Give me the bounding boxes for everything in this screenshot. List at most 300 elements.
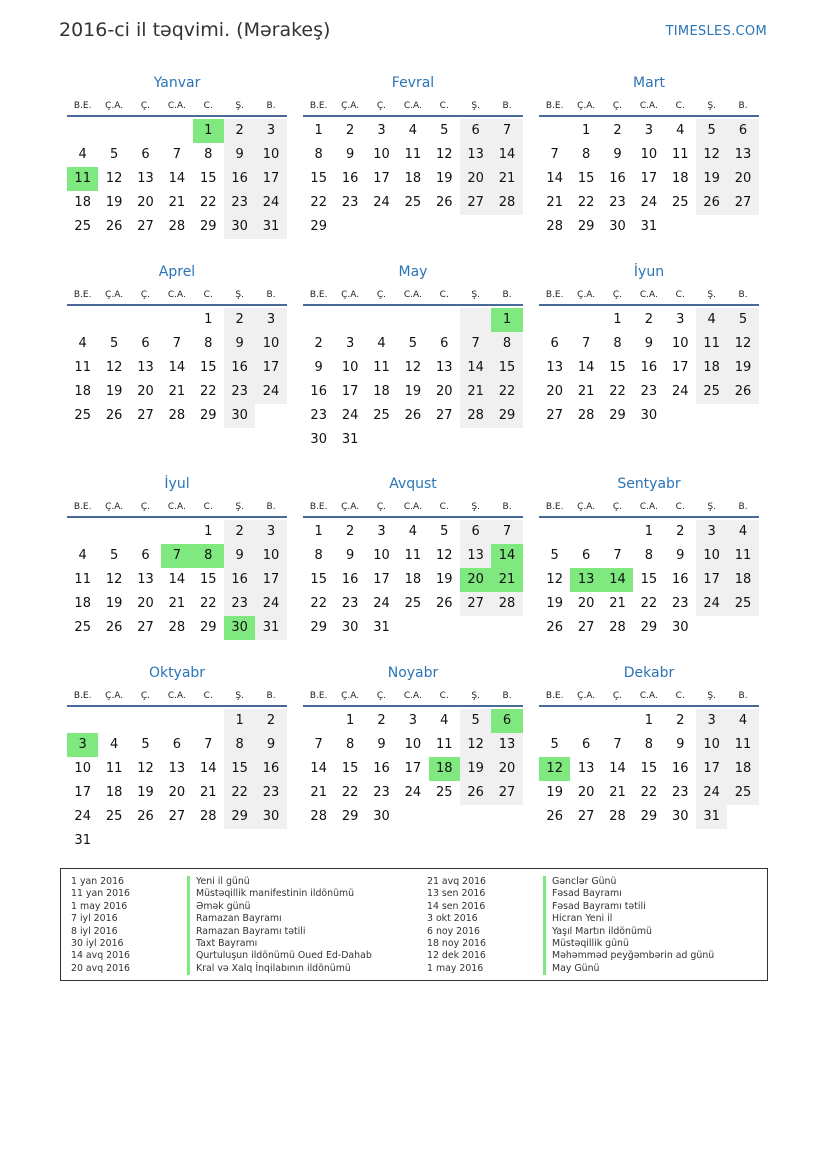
day-cell: 5 [408, 336, 417, 351]
day-cell: 28 [609, 620, 626, 635]
day-cell: 24 [373, 596, 390, 611]
day-cell: 6 [440, 336, 449, 351]
weekday-header [303, 685, 523, 707]
weekday-label: B.E. [73, 691, 92, 701]
day-cell: 14 [168, 171, 186, 186]
day-cell: 23 [224, 380, 255, 404]
day-cell: 23 [224, 191, 255, 215]
day-cell: 16 [640, 360, 658, 375]
day-cell: 21 [168, 384, 186, 399]
month-name: May [398, 264, 428, 280]
weekday-label: C. [439, 691, 449, 701]
day-cell: 25 [74, 408, 91, 423]
month-name: Dekabr [623, 665, 675, 681]
weekday-header [539, 95, 759, 117]
empty-cell [429, 616, 460, 640]
day-cell: 19 [460, 757, 491, 781]
day-cell: 18 [373, 384, 390, 399]
weekday-label: B.E. [545, 502, 564, 512]
weekday-label: B. [266, 290, 276, 300]
day-cell: 13 [435, 360, 453, 375]
day-grid [539, 709, 759, 829]
day-cell: 9 [255, 733, 286, 757]
weekday-label: Ç.A. [341, 502, 360, 512]
weekday-label: Ç.A. [105, 502, 124, 512]
day-cell: 26 [460, 781, 491, 805]
day-cell: 25 [74, 620, 91, 635]
day-cell: 21 [310, 785, 327, 800]
weekday-label: C.A. [639, 290, 658, 300]
weekday-label: Ç. [140, 691, 151, 701]
day-cell: 18 [74, 384, 91, 399]
holiday-date: 1 may 2016 [427, 962, 484, 974]
month-name: Mart [633, 75, 665, 91]
weekday-header [67, 496, 287, 518]
day-cell: 1 [345, 713, 355, 728]
day-cell: 3 [696, 709, 727, 733]
holiday-date: 30 iyl 2016 [71, 937, 124, 949]
month-name: Aprel [158, 264, 196, 280]
day-cell: 4 [78, 147, 87, 162]
day-cell: 3 [255, 520, 286, 544]
month-name: Yanvar [153, 75, 201, 91]
day-cell: 6 [141, 548, 150, 563]
month-11 [303, 661, 523, 829]
weekday-label: C.A. [639, 502, 658, 512]
holiday-marker [543, 888, 546, 900]
day-cell: 21 [609, 596, 626, 611]
weekday-label: Ç.A. [577, 290, 596, 300]
day-cell: 12 [105, 572, 123, 587]
day-cell: 24 [696, 781, 727, 805]
day-cell: 31 [696, 805, 727, 829]
empty-cell [491, 428, 522, 452]
day-cell: 21 [609, 785, 626, 800]
day-cell: 7 [161, 544, 192, 568]
legend-row [71, 901, 372, 913]
day-cell: 9 [224, 143, 255, 167]
day-cell: 5 [109, 147, 119, 162]
day-cell: 3 [255, 308, 286, 332]
day-cell: 12 [105, 171, 123, 186]
day-cell: 8 [314, 147, 323, 162]
day-cell: 27 [460, 191, 491, 215]
empty-cell [193, 829, 224, 853]
day-cell: 3 [676, 312, 685, 327]
empty-cell [429, 215, 460, 239]
day-cell: 7 [581, 336, 591, 351]
day-cell: 5 [109, 336, 119, 351]
day-cell: 4 [676, 123, 685, 138]
day-cell: 11 [435, 737, 453, 752]
day-cell: 24 [373, 195, 390, 210]
empty-cell [727, 616, 758, 640]
day-cell: 23 [341, 195, 359, 210]
weekday-label: Ş. [235, 290, 244, 300]
day-cell: 6 [460, 119, 491, 143]
month-12 [539, 661, 759, 829]
empty-cell [696, 616, 727, 640]
day-cell: 13 [577, 761, 595, 776]
day-cell: 2 [345, 123, 355, 138]
day-cell: 6 [460, 520, 491, 544]
weekday-header [67, 685, 287, 707]
day-cell: 13 [570, 568, 601, 592]
day-cell: 2 [676, 713, 685, 728]
holiday-date: 13 sen 2016 [427, 888, 486, 900]
day-cell: 22 [341, 785, 359, 800]
empty-cell [491, 805, 522, 829]
day-cell: 22 [199, 596, 217, 611]
day-cell: 26 [435, 596, 453, 611]
day-cell: 2 [644, 312, 653, 327]
weekday-label: Ç.A. [577, 502, 596, 512]
empty-cell [570, 308, 601, 332]
day-cell: 19 [105, 384, 123, 399]
empty-cell [130, 520, 161, 544]
day-cell: 3 [644, 123, 653, 138]
holiday-marker [187, 876, 190, 888]
empty-cell [161, 709, 192, 733]
day-cell: 15 [199, 360, 217, 375]
day-cell: 5 [141, 737, 150, 752]
day-cell: 3 [408, 713, 417, 728]
day-cell: 30 [310, 432, 327, 447]
day-cell: 17 [74, 785, 91, 800]
weekday-label: B.E. [309, 502, 328, 512]
day-cell: 29 [609, 408, 626, 423]
weekday-label: B. [266, 502, 276, 512]
day-cell: 9 [224, 332, 255, 356]
day-cell: 1 [314, 524, 323, 539]
day-cell: 2 [224, 520, 255, 544]
day-cell: 1 [193, 119, 224, 143]
day-cell: 18 [74, 195, 91, 210]
day-cell: 7 [613, 548, 622, 563]
empty-cell [429, 805, 460, 829]
month-7 [67, 472, 287, 640]
empty-cell [161, 308, 192, 332]
day-cell: 4 [408, 123, 417, 138]
weekday-label: C. [203, 101, 213, 111]
day-cell: 4 [78, 548, 87, 563]
day-cell: 17 [373, 572, 390, 587]
day-cell: 28 [168, 408, 186, 423]
day-cell: 6 [581, 737, 591, 752]
day-cell: 1 [581, 123, 591, 138]
day-cell: 26 [696, 191, 727, 215]
day-cell: 20 [460, 167, 491, 191]
empty-cell [303, 709, 334, 733]
weekday-label: Ç.A. [105, 101, 124, 111]
weekday-label: C.A. [167, 101, 186, 111]
day-cell: 2 [676, 524, 685, 539]
day-cell: 14 [460, 356, 491, 380]
weekday-label: Ç.A. [577, 691, 596, 701]
day-cell: 14 [199, 761, 217, 776]
day-cell: 24 [255, 592, 286, 616]
day-cell: 14 [491, 544, 522, 568]
day-cell: 15 [199, 171, 217, 186]
holiday-name: Yaşıl Martın ildönümü [552, 925, 652, 937]
day-cell: 14 [491, 143, 522, 167]
day-cell: 21 [491, 568, 522, 592]
empty-cell [98, 829, 129, 853]
day-cell: 8 [204, 147, 213, 162]
day-cell: 16 [609, 171, 626, 186]
day-cell: 11 [105, 761, 123, 776]
brand-link[interactable]: TIMESLES.COM [665, 24, 767, 39]
day-cell: 26 [105, 408, 123, 423]
empty-cell [665, 215, 696, 239]
day-cell: 10 [255, 143, 286, 167]
day-cell: 4 [408, 524, 417, 539]
holiday-date: 21 avq 2016 [427, 876, 486, 887]
day-cell: 5 [550, 737, 559, 752]
day-cell: 17 [255, 356, 286, 380]
day-cell: 14 [577, 360, 595, 375]
empty-cell [460, 805, 491, 829]
day-cell: 20 [577, 785, 595, 800]
day-cell: 18 [671, 171, 689, 186]
day-cell: 25 [74, 219, 91, 234]
day-cell: 18 [727, 568, 758, 592]
day-cell: 10 [640, 147, 658, 162]
day-cell: 12 [435, 147, 453, 162]
weekday-label: Ş. [707, 502, 716, 512]
weekday-label: C. [439, 502, 449, 512]
day-cell: 23 [640, 384, 658, 399]
day-cell: 25 [727, 781, 758, 805]
day-cell: 11 [727, 733, 758, 757]
day-cell: 13 [546, 360, 563, 375]
day-cell: 31 [74, 833, 91, 848]
holiday-marker [187, 963, 190, 975]
weekday-label: Ç.A. [105, 691, 124, 701]
day-cell: 14 [310, 761, 327, 776]
day-cell: 11 [727, 544, 758, 568]
weekday-label: C.A. [167, 290, 186, 300]
weekday-header [303, 284, 523, 306]
day-cell: 1 [224, 709, 255, 733]
day-cell: 25 [404, 596, 422, 611]
day-cell: 22 [224, 781, 255, 805]
day-cell: 29 [640, 620, 658, 635]
weekday-label: B. [502, 502, 512, 512]
holiday-name: Taxt Bayramı [196, 937, 258, 949]
empty-cell [602, 709, 633, 733]
day-cell: 24 [255, 191, 286, 215]
day-cell: 15 [310, 171, 327, 186]
weekday-label: B.E. [545, 290, 564, 300]
weekday-label: B.E. [309, 691, 328, 701]
day-cell: 16 [224, 568, 255, 592]
day-cell: 27 [137, 219, 154, 234]
holiday-date: 12 dek 2016 [427, 950, 486, 962]
legend-row [427, 913, 714, 925]
holiday-date: 3 okt 2016 [427, 913, 478, 925]
day-cell: 11 [74, 572, 91, 587]
day-cell: 13 [168, 761, 186, 776]
day-cell: 1 [491, 308, 522, 332]
empty-cell [570, 520, 601, 544]
day-cell: 18 [429, 757, 460, 781]
day-cell: 12 [727, 332, 758, 356]
weekday-label: B. [266, 691, 276, 701]
weekday-header [303, 496, 523, 518]
day-cell: 11 [74, 360, 91, 375]
weekday-label: Ç.A. [341, 691, 360, 701]
month-name: İyul [164, 476, 190, 492]
empty-cell [539, 520, 570, 544]
day-cell: 4 [377, 336, 386, 351]
holiday-marker [543, 938, 546, 950]
day-cell: 7 [172, 336, 181, 351]
holiday-name: Ramazan Bayramı tətili [196, 925, 306, 937]
day-cell: 22 [310, 596, 327, 611]
day-cell: 15 [577, 171, 595, 186]
empty-cell [334, 308, 365, 332]
day-cell: 23 [671, 785, 689, 800]
holiday-name: Müstəqillik manifestinin ildönümü [196, 888, 355, 900]
day-cell: 27 [137, 408, 154, 423]
legend-row [71, 950, 372, 962]
day-cell: 8 [314, 548, 323, 563]
weekday-label: Ç. [140, 290, 151, 300]
day-cell: 10 [696, 733, 727, 757]
day-cell: 16 [255, 757, 286, 781]
day-cell: 26 [137, 809, 154, 824]
holiday-date: 1 yan 2016 [71, 876, 125, 887]
empty-cell [303, 308, 334, 332]
day-cell: 6 [550, 336, 559, 351]
holiday-marker [543, 926, 546, 938]
day-cell: 31 [373, 620, 390, 635]
day-cell: 4 [78, 336, 87, 351]
holiday-name: Ramazan Bayramı [196, 913, 282, 925]
empty-cell [570, 709, 601, 733]
day-cell: 9 [345, 147, 355, 162]
day-cell: 9 [613, 147, 622, 162]
day-cell: 18 [74, 596, 91, 611]
day-cell: 17 [255, 167, 286, 191]
holiday-name: Fəsad Bayramı tətili [552, 900, 646, 912]
holiday-marker [187, 913, 190, 925]
day-cell: 8 [644, 548, 653, 563]
weekday-label: Ş. [707, 101, 716, 111]
day-cell: 26 [105, 219, 123, 234]
day-cell: 12 [696, 143, 727, 167]
holiday-marker [187, 950, 190, 962]
day-cell: 19 [137, 785, 154, 800]
weekday-label: Ş. [707, 290, 716, 300]
day-cell: 20 [137, 596, 154, 611]
day-cell: 19 [105, 596, 123, 611]
holiday-date: 14 sen 2016 [427, 900, 486, 912]
day-cell: 29 [310, 219, 327, 234]
holiday-marker [543, 950, 546, 962]
day-cell: 10 [671, 336, 689, 351]
day-cell: 2 [224, 308, 255, 332]
weekday-label: Ç. [612, 691, 623, 701]
day-cell: 27 [137, 620, 154, 635]
weekday-label: Ç.A. [341, 290, 360, 300]
day-cell: 27 [546, 408, 563, 423]
day-cell: 12 [435, 548, 453, 563]
day-cell: 29 [310, 620, 327, 635]
day-cell: 1 [644, 713, 653, 728]
day-cell: 28 [460, 404, 491, 428]
month-6 [539, 260, 759, 428]
weekday-header [539, 496, 759, 518]
legend-row [71, 888, 372, 900]
weekday-label: C.A. [403, 502, 422, 512]
weekday-label: C.A. [403, 290, 422, 300]
day-cell: 29 [640, 809, 658, 824]
weekday-label: B. [738, 290, 748, 300]
day-cell: 28 [609, 809, 626, 824]
empty-cell [334, 215, 365, 239]
weekday-label: Ç. [140, 502, 151, 512]
day-cell: 2 [345, 524, 355, 539]
day-cell: 7 [172, 147, 181, 162]
day-cell: 26 [546, 620, 563, 635]
weekday-header [67, 95, 287, 117]
month-name: İyun [633, 264, 665, 280]
day-cell: 23 [671, 596, 689, 611]
day-cell: 1 [644, 524, 653, 539]
day-cell: 28 [491, 592, 522, 616]
holiday-name: Yeni il günü [196, 876, 250, 887]
day-cell: 4 [440, 713, 449, 728]
day-cell: 30 [341, 620, 359, 635]
day-cell: 26 [435, 195, 453, 210]
weekday-label: C. [439, 101, 449, 111]
legend-row [427, 876, 714, 888]
month-2 [303, 71, 523, 239]
empty-cell [397, 428, 428, 452]
legend-row [427, 950, 714, 962]
day-cell: 16 [224, 167, 255, 191]
weekday-label: C. [675, 691, 685, 701]
day-cell: 13 [460, 143, 491, 167]
empty-cell [67, 709, 98, 733]
day-cell: 22 [640, 596, 658, 611]
weekday-label: Ç.A. [341, 101, 360, 111]
day-cell: 23 [224, 592, 255, 616]
day-cell: 18 [727, 757, 758, 781]
empty-cell [130, 829, 161, 853]
day-cell: 20 [435, 384, 453, 399]
day-cell: 1 [613, 312, 622, 327]
empty-cell [460, 308, 491, 332]
day-cell: 16 [671, 761, 689, 776]
empty-cell [696, 404, 727, 428]
day-cell: 13 [137, 360, 154, 375]
day-cell: 6 [581, 548, 591, 563]
weekday-header [67, 284, 287, 306]
weekday-label: C.A. [167, 691, 186, 701]
day-cell: 20 [460, 568, 491, 592]
weekday-label: Ç. [612, 101, 623, 111]
day-cell: 17 [255, 568, 286, 592]
day-cell: 5 [440, 123, 449, 138]
day-grid [67, 709, 287, 853]
empty-cell [429, 308, 460, 332]
holiday-marker [543, 901, 546, 913]
day-cell: 3 [696, 520, 727, 544]
weekday-label: C. [675, 502, 685, 512]
